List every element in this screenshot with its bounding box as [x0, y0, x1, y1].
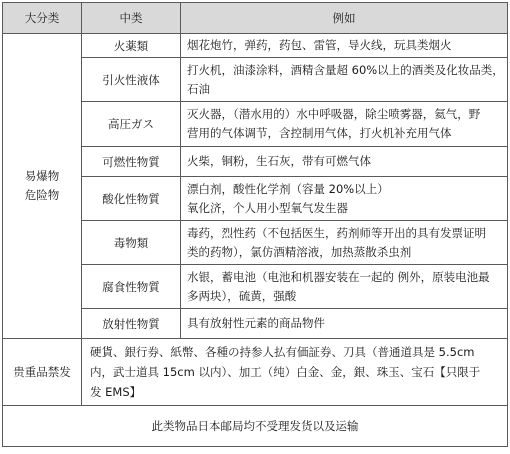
example-line: 打火机，油漆涂料，酒精含量超 60%以上的酒类及化妆品类， — [187, 62, 504, 77]
valuables-example-cell — [82, 339, 508, 406]
example-cell — [181, 309, 508, 339]
mid-category-cell: 火薬類 — [82, 34, 181, 58]
table-row — [3, 339, 508, 406]
example-line: 烟花炮竹，弹药，药包、雷管，导火线，玩具类烟火 — [187, 38, 452, 52]
header-big-category: 大分类 — [3, 3, 82, 34]
big-category-label-line: 易爆物 — [24, 169, 60, 183]
example-line: 漂白剂，酸性化学剂（容量 20%以上） — [187, 181, 389, 196]
example-cell — [181, 102, 508, 147]
mid-category-cell: 高圧ガス — [82, 102, 181, 147]
example-cell — [181, 58, 508, 102]
mid-category-cell: 毒物類 — [82, 221, 181, 265]
table-row — [3, 34, 508, 58]
example-line: 营用的气体调节，含控制用气体，打火机补充用气体 — [187, 126, 452, 140]
example-line: 类的药物），氯仿酒精溶液，加热蒸散杀虫剂 — [187, 244, 412, 259]
mid-category-cell: 酸化性物質 — [82, 177, 181, 221]
example-cell — [181, 34, 508, 58]
footer-note: 此类物品日本邮局均不受理发货以及运输 — [3, 406, 508, 447]
header-row — [3, 3, 508, 34]
header-example: 例如 — [181, 3, 508, 34]
header-mid-category: 中类 — [82, 3, 181, 34]
example-line: 灭火器，（潜水用的）水中呼吸器，除尘喷雾器，氦气，野 — [187, 107, 481, 121]
mid-category-cell: 腐食性物質 — [82, 265, 181, 309]
example-line: 内，武士道具 15cm 以内）、加工（纯）白金、金，銀、珠玉、宝石【只限于 — [90, 365, 481, 379]
prohibited-items-table — [2, 2, 508, 447]
mid-category-cell: 可燃性物質 — [82, 147, 181, 177]
example-line: 火柴，铜粉，生石灰，带有可燃气体 — [187, 154, 371, 168]
mid-category-cell: 引火性液体 — [82, 58, 181, 102]
example-cell — [181, 177, 508, 221]
example-line: 水银，蓄电池（电池和机器安装在一起的 例外，原装电池最 — [187, 269, 490, 284]
big-category-valuables: 贵重品禁发 — [3, 339, 82, 406]
example-line: 石油 — [187, 81, 210, 96]
example-line: 硬貨、銀行券、紙幣、各種の持参人払有価証券、刀具（普通道具是 5.5cm — [90, 345, 475, 359]
table-row — [3, 406, 508, 447]
example-line: 氧化济，个人用小型氧气发生器 — [187, 200, 348, 215]
example-cell — [181, 147, 508, 177]
big-category-explosive — [3, 34, 82, 339]
example-line: 毒药，烈性药（不包括医生，药剂师等开出的具有发票证明 — [187, 225, 486, 240]
example-line: 多两块），硫黄，强酸 — [187, 288, 297, 303]
example-cell — [181, 221, 508, 265]
big-category-label-line: 危险物 — [24, 188, 60, 202]
example-line: 具有放射性元素的商品物件 — [187, 316, 325, 330]
example-line: 发 EMS】 — [90, 385, 142, 399]
example-cell — [181, 265, 508, 309]
mid-category-cell: 放射性物質 — [82, 309, 181, 339]
